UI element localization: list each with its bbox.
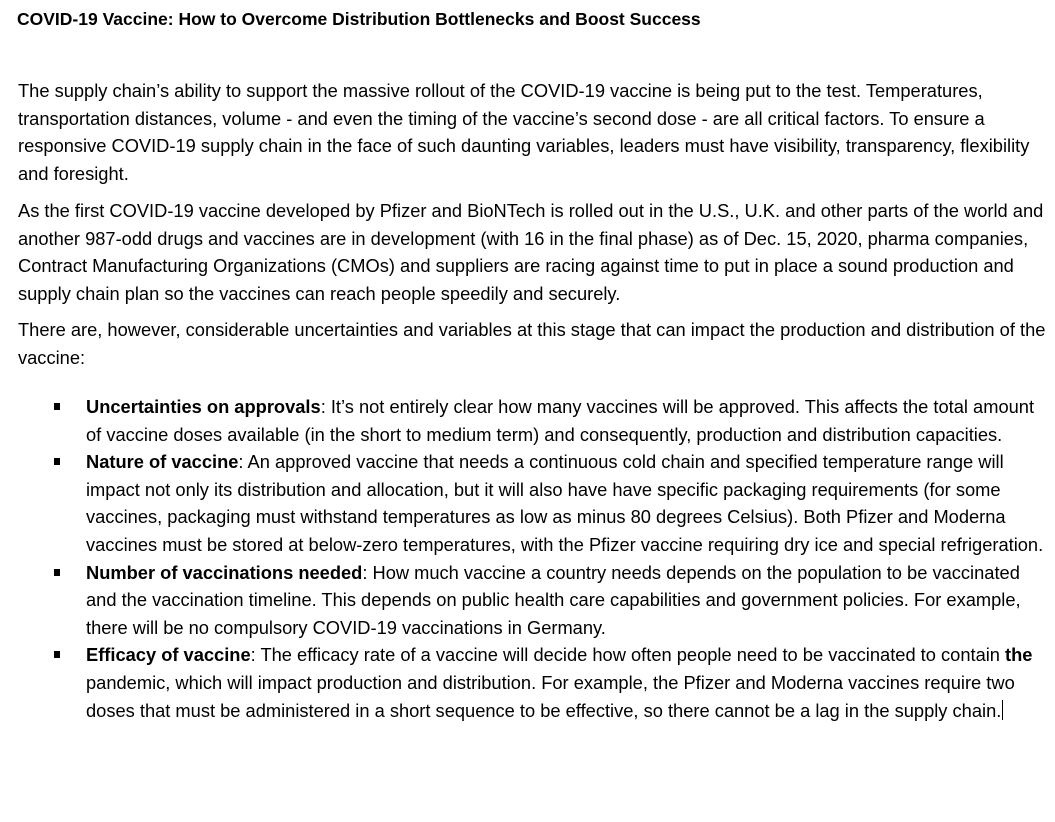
square-bullet-icon xyxy=(54,651,60,658)
list-item-nature xyxy=(0,448,1046,558)
list-item-text: : It’s not entirely clear how many vaccines will be approved. This affects the total amount of vaccine doses available (in the short to medium term) and consequently, production and distribution capacities. xyxy=(86,396,1035,445)
list-item-text: : An approved vaccine that needs a continuous cold chain and specified temperature range will impact not only its distribution and allocation, but it will also have have specific packaging requirements (for some vaccines, packaging must withstand temperatures as low as minus 80 degrees Celsius). Both Pfizer and Moderna vaccines must be stored at below-zero temperatures, with the Pfizer vaccine requiring dry ice and special refrigeration. xyxy=(86,451,1044,555)
list-item-text: : The efficacy rate of a vaccine will decide how often people need to be vaccinated to contain xyxy=(250,644,1006,666)
list-item-efficacy xyxy=(0,641,1046,724)
list-item-vaccinations-needed xyxy=(0,559,1046,642)
paragraph-rollout: As the first COVID-19 vaccine developed by Pfizer and BioNTech is rolled out in the U.S., U.K. and other parts of the world and another 987-odd drugs and vaccines are in development (with 16 in the final phase) as of Dec. 15, 2020, pharma companies, Contract Manufacturing Organizations (CMOs) and suppliers are racing against time to put in place a sound production and supply chain plan so the vaccines can reach people speedily and securely. xyxy=(18,200,1044,304)
paragraph-uncertainties: There are, however, considerable uncertainties and variables at this stage that can impact the production and distribution of the vaccine: xyxy=(18,319,1046,368)
list-item-term: Uncertainties on approvals xyxy=(86,396,321,417)
paragraph-intro: The supply chain’s ability to support the massive rollout of the COVID-19 vaccine is being put to the test. Temperatures, transportation distances, volume - and even the timing of the vaccine’s second dose - are all critical factors. To ensure a responsive COVID-19 supply chain in the face of such daunting variables, leaders must have visibility, transparency, flexibility and foresight. xyxy=(18,80,1030,184)
list-item-bold-word: the xyxy=(1005,644,1033,666)
list-item-term: Number of vaccinations needed xyxy=(86,561,363,583)
document-title: COVID-19 Vaccine: How to Overcome Distribution Bottlenecks and Boost Success xyxy=(17,9,701,29)
square-bullet-icon xyxy=(54,403,60,410)
list-item-term: Nature of vaccine xyxy=(86,451,239,473)
text-cursor[interactable] xyxy=(1002,700,1003,720)
list-item-text-after: pandemic, which will impact production and distribution. For example, the Pfizer and Moderna vaccines require two doses that must be administered in a short sequence to be effective, so there cannot be a lag in the supply chain. xyxy=(86,671,1015,721)
factor-list xyxy=(0,393,1055,724)
list-item-text: : How much vaccine a country needs depends on the population to be vaccinated and the vaccination timeline. This depends on public health care capabilities and government policies. For example, there will be no compulsory COVID-19 vaccinations in Germany. xyxy=(86,561,1021,638)
square-bullet-icon xyxy=(54,458,60,465)
square-bullet-icon xyxy=(54,569,60,576)
list-item-term: Efficacy of vaccine xyxy=(86,644,251,666)
list-item-approvals xyxy=(0,393,1046,448)
